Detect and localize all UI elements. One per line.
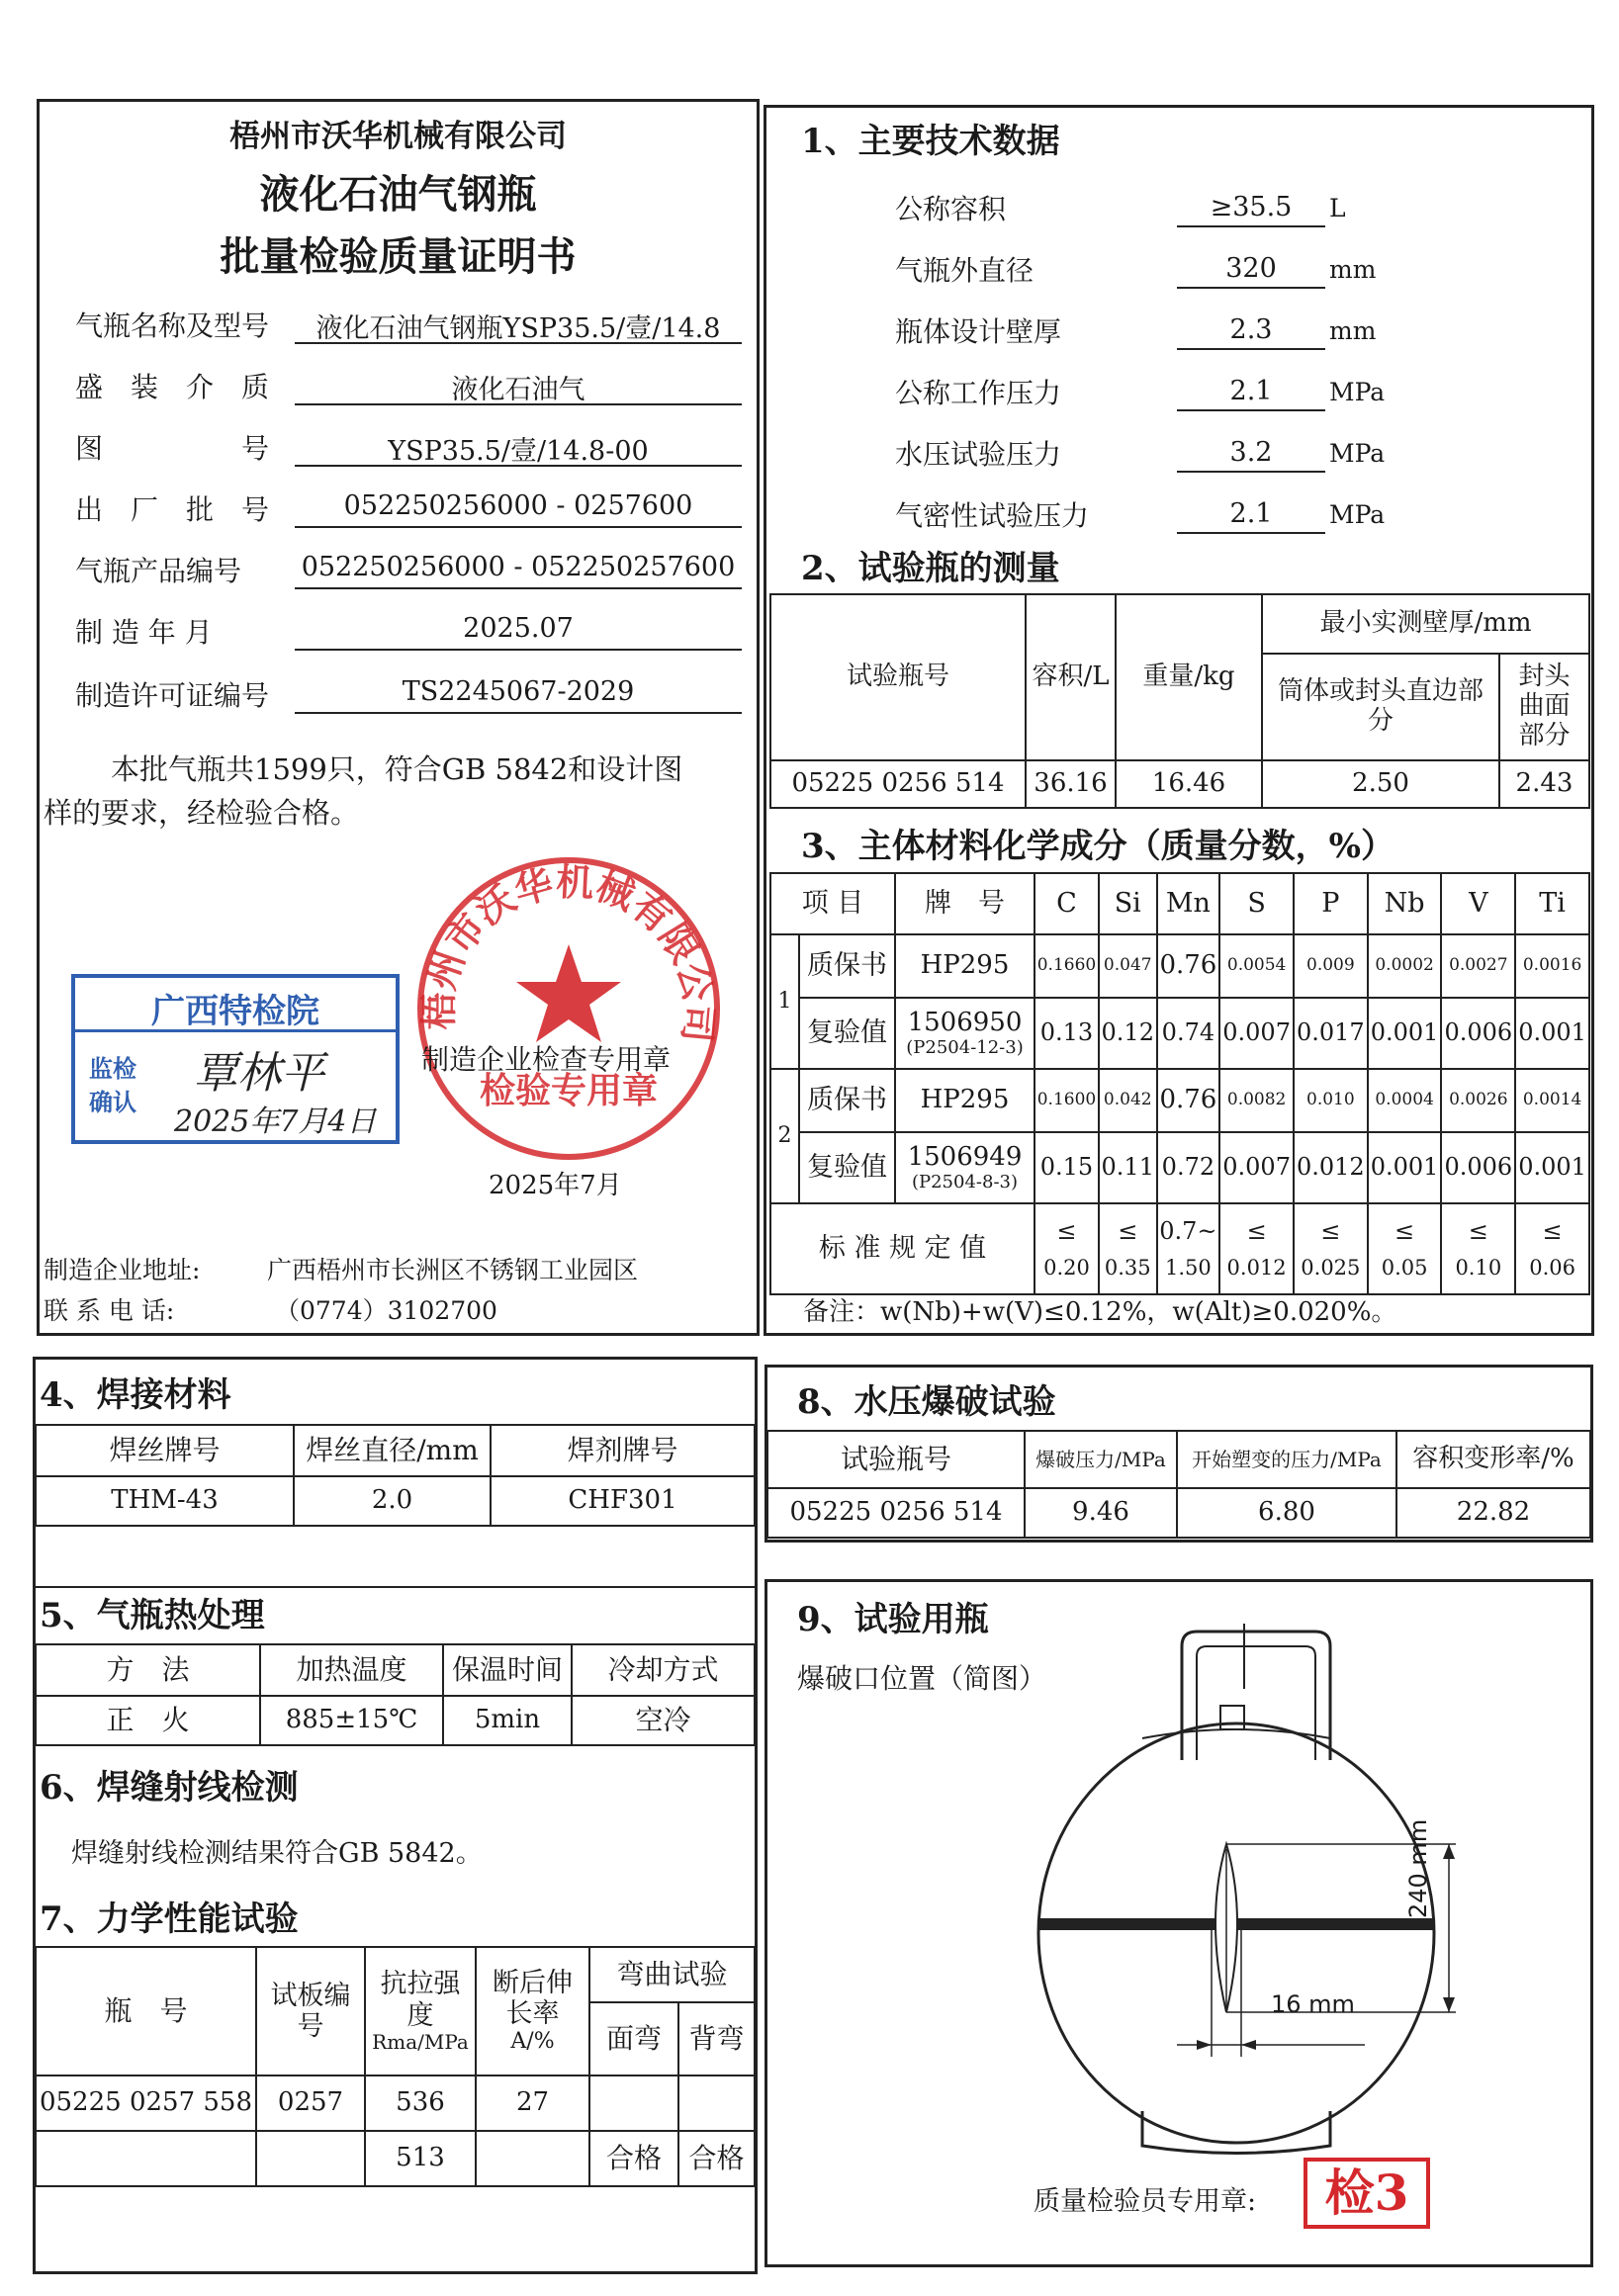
element-value: 0.009 [1294, 934, 1368, 998]
field-label: 出 厂 批 号 [75, 493, 270, 526]
td-elongation: 27 [476, 2075, 589, 2131]
address-value: 广西梧州市长洲区不锈钢工业园区 [267, 1256, 639, 1284]
element-value: 0.006 [1441, 1132, 1515, 1203]
element-value: 0.12 [1099, 998, 1157, 1069]
field-value: 液化石油气钢瓶YSP35.5/壹/14.8 [295, 307, 742, 344]
th-face-bend: 面弯 [589, 2002, 678, 2075]
spec-label: 气密性试验压力 [895, 499, 1090, 532]
spec-value: ≥35.5 [1177, 192, 1325, 227]
th-head-part: 封头曲面部分 [1499, 654, 1589, 760]
stamp-signature: 覃林平 [194, 1048, 324, 1099]
company-red-seal [410, 850, 727, 1167]
td-volume-change: 22.82 [1396, 1488, 1590, 1538]
section-8-heading: 8、水压爆破试验 [797, 1382, 1056, 1422]
element-value: 0.0002 [1368, 934, 1442, 998]
std-bottom: 0.10 [1455, 1255, 1502, 1280]
element-value: 0.012 [1294, 1132, 1368, 1203]
td-tensile-1: 536 [365, 2075, 476, 2131]
std-value [1294, 1203, 1368, 1294]
field-label: 盛 装 介 质 [75, 371, 270, 403]
spec-value: 2.3 [1177, 314, 1325, 350]
row-label: 复验值 [799, 1132, 895, 1203]
th-volume: 容积/L [1026, 594, 1116, 760]
row-brand: HP295 [895, 1069, 1034, 1132]
heat-treatment-table [35, 1643, 756, 1746]
element-value: 0.0004 [1368, 1069, 1442, 1132]
issue-date: 2025年7月 [489, 1171, 622, 1200]
spec-unit: MPa [1329, 500, 1386, 529]
field-label: 图 号 [75, 432, 270, 465]
std-value [1441, 1203, 1515, 1294]
th-cyl-no: 瓶 号 [36, 1947, 256, 2075]
row-brand [895, 1132, 1034, 1203]
td-hold-time: 5min [443, 1696, 572, 1745]
th-min-thickness: 最小实测壁厚/mm [1262, 594, 1589, 654]
element-value: 0.0026 [1441, 1069, 1515, 1132]
spec-label: 公称容积 [895, 193, 1007, 225]
th-test-no: 试验瓶号 [770, 594, 1026, 760]
section-2-heading: 2、试验瓶的测量 [801, 549, 1060, 588]
row-brand: HP295 [895, 934, 1034, 998]
td-test-no: 05225 0256 514 [770, 760, 1026, 808]
spec-label: 公称工作压力 [895, 377, 1062, 409]
th-element: C [1034, 873, 1099, 934]
doc-title-1: 液化石油气钢瓶 [259, 171, 537, 218]
inspector-stamp-label: 质量检验员专用章: [1034, 2186, 1257, 2217]
group-index: 1 [770, 934, 799, 1069]
spec-label: 气瓶外直径 [895, 254, 1034, 287]
std-value [1515, 1203, 1589, 1294]
td-cyl-no: 05225 0257 558 [36, 2075, 256, 2131]
th-element: Mn [1157, 873, 1220, 934]
chem-note: 备注：w(Nb)+w(V)≤0.12%，w(Alt)≥0.020%。 [803, 1297, 1397, 1327]
spec-unit: L [1329, 194, 1346, 222]
burst-test-table [766, 1430, 1591, 1539]
statement-line-2: 样的要求，经检验合格。 [44, 796, 360, 830]
std-bottom: 0.012 [1226, 1255, 1287, 1280]
th-element: V [1441, 873, 1515, 934]
element-value: 0.0027 [1441, 934, 1515, 998]
statement-line-1: 本批气瓶共1599只，符合GB 5842和设计图 [111, 752, 683, 786]
element-value: 0.001 [1368, 998, 1442, 1069]
th-back-bend: 背弯 [678, 2002, 755, 2075]
spec-unit: mm [1329, 255, 1377, 284]
element-value: 0.001 [1368, 1132, 1442, 1203]
td-plate-no: 0257 [256, 2075, 365, 2131]
element-value: 0.001 [1515, 1132, 1589, 1203]
spec-value: 2.1 [1177, 498, 1325, 534]
std-value [1157, 1203, 1220, 1294]
std-value [1034, 1203, 1099, 1294]
th-element: Nb [1368, 873, 1442, 934]
spec-unit: mm [1329, 316, 1377, 345]
brand-sub: (P2504-12-3) [906, 1036, 1024, 1058]
th-element: S [1219, 873, 1294, 934]
element-value: 0.0016 [1515, 934, 1589, 998]
section-7-heading: 7、力学性能试验 [40, 1899, 299, 1939]
th-element: Si [1099, 873, 1157, 934]
std-value [1099, 1203, 1157, 1294]
seal-caption: 制造企业检查专用章 [421, 1043, 672, 1076]
td-temp: 885±15℃ [260, 1696, 443, 1745]
th-method: 方 法 [36, 1644, 260, 1696]
field-value: 052250256000 - 052250257600 [295, 552, 742, 589]
td-tensile-2: 513 [365, 2131, 476, 2186]
td-yield-pressure: 6.80 [1177, 1488, 1396, 1538]
std-label: 标 准 规 定 值 [770, 1203, 1034, 1294]
element-value: 0.001 [1515, 998, 1589, 1069]
doc-title-2: 批量检验质量证明书 [220, 233, 577, 280]
td-body: 2.50 [1262, 760, 1499, 808]
stamp-org: 广西特检院 [151, 992, 319, 1031]
spec-value: 320 [1177, 253, 1325, 289]
element-value: 0.1600 [1034, 1069, 1099, 1132]
td-burst-pressure: 9.46 [1025, 1488, 1177, 1538]
field-value: 液化石油气 [295, 368, 742, 405]
th-plate-no: 试板编号 [256, 1947, 365, 2075]
td-back-result: 合格 [678, 2131, 755, 2186]
spec-value: 3.2 [1177, 437, 1325, 473]
field-value: YSP35.5/壹/14.8-00 [295, 429, 742, 467]
th-body-part: 筒体或封头直边部分 [1262, 654, 1499, 760]
th-brand: 牌 号 [895, 873, 1034, 934]
svg-text:梧州市沃华机械有限公司: 梧州市沃华机械有限公司 [415, 858, 723, 1045]
field-value: TS2245067-2029 [295, 676, 742, 714]
brand-code: 1506949 [907, 1141, 1023, 1172]
element-value: 0.74 [1157, 998, 1220, 1069]
element-value: 0.13 [1034, 998, 1099, 1069]
cylinder-sketch [1029, 1622, 1503, 2175]
element-value: 0.76 [1157, 1069, 1220, 1132]
radiography-result: 焊缝射线检测结果符合GB 5842。 [71, 1838, 483, 1869]
std-value [1368, 1203, 1442, 1294]
spec-label: 水压试验压力 [895, 438, 1062, 471]
element-value: 0.15 [1034, 1132, 1099, 1203]
group-index: 2 [770, 1069, 799, 1203]
company-name: 梧州市沃华机械有限公司 [229, 119, 567, 154]
th-flux: 焊剂牌号 [491, 1425, 755, 1476]
section-1-heading: 1、主要技术数据 [801, 122, 1060, 161]
th-element: P [1294, 873, 1368, 934]
spec-label: 瓶体设计壁厚 [895, 315, 1062, 348]
std-top: ≤ [1542, 1217, 1563, 1246]
spec-unit: MPa [1329, 439, 1386, 468]
td-weight: 16.46 [1116, 760, 1262, 808]
th-hold-time: 保温时间 [443, 1644, 572, 1696]
th-wire-brand: 焊丝牌号 [36, 1425, 294, 1476]
element-value: 0.042 [1099, 1069, 1157, 1132]
td-method: 正 火 [36, 1696, 260, 1745]
chemical-composition-table [769, 872, 1590, 1295]
field-label: 制 造 年 月 [75, 616, 213, 649]
std-top: ≤ [1118, 1217, 1138, 1246]
sketch-subtitle: 爆破口位置（简图） [797, 1662, 1047, 1695]
th-element: Ti [1515, 873, 1589, 934]
dim-16-label: 16 mm [1271, 1990, 1355, 2018]
std-top: 0.7~ [1159, 1217, 1217, 1246]
std-value [1219, 1203, 1294, 1294]
address-label: 制造企业地址: [44, 1256, 201, 1284]
mechanical-test-table [35, 1946, 756, 2187]
field-label: 制造许可证编号 [75, 679, 270, 712]
std-bottom: 0.20 [1043, 1255, 1090, 1280]
element-value: 0.0054 [1219, 934, 1294, 998]
element-value: 0.0014 [1515, 1069, 1589, 1132]
std-top: ≤ [1468, 1217, 1488, 1246]
std-bottom: 0.05 [1381, 1255, 1428, 1280]
th-volume-change: 容积变形率/% [1396, 1431, 1590, 1488]
row-label: 复验值 [799, 998, 895, 1069]
stamp-date: 2025年7月4日 [174, 1104, 377, 1139]
test-cylinder-table [769, 593, 1590, 809]
inspector-stamp: 检3 [1304, 2158, 1430, 2229]
th-item: 项 目 [770, 873, 895, 934]
row-label: 质保书 [799, 934, 895, 998]
th-burst-pressure: 爆破压力/MPa [1025, 1431, 1177, 1488]
td-wire-dia: 2.0 [294, 1476, 491, 1526]
td-flux: CHF301 [491, 1476, 755, 1526]
element-value: 0.11 [1099, 1132, 1157, 1203]
element-value: 0.72 [1157, 1132, 1220, 1203]
brand-code: 1506950 [907, 1007, 1023, 1037]
element-value: 0.007 [1219, 1132, 1294, 1203]
stamp-label-1: 监检 [89, 1054, 136, 1083]
std-bottom: 0.35 [1104, 1255, 1151, 1280]
dim-240-label: 240 mm [1404, 1818, 1432, 1918]
field-value: 2025.07 [295, 613, 742, 651]
td-cooling: 空冷 [572, 1696, 755, 1745]
element-value: 0.047 [1099, 934, 1157, 998]
welding-material-table [35, 1424, 756, 1527]
row-brand [895, 998, 1034, 1069]
spec-value: 2.1 [1177, 376, 1325, 411]
section-9-heading: 9、试验用瓶 [797, 1600, 989, 1639]
std-top: ≤ [1394, 1217, 1415, 1246]
field-label: 气瓶名称及型号 [75, 309, 270, 342]
seal-inner-text: 检验专用章 [479, 1070, 658, 1111]
std-top: ≤ [1246, 1217, 1267, 1246]
th-elongation: 断后伸长率 A/% [476, 1947, 589, 2075]
field-label: 气瓶产品编号 [75, 555, 242, 587]
section-3-heading: 3、主体材料化学成分（质量分数，%） [801, 827, 1394, 866]
stamp-label-2: 确认 [89, 1088, 136, 1116]
row-label: 质保书 [799, 1069, 895, 1132]
section-6-heading: 6、焊缝射线检测 [40, 1768, 299, 1808]
th-bend: 弯曲试验 [589, 1947, 755, 2002]
phone-label: 联 系 电 话: [44, 1296, 175, 1325]
std-top: ≤ [1320, 1217, 1341, 1246]
th-wire-dia: 焊丝直径/mm [294, 1425, 491, 1476]
element-value: 0.0082 [1219, 1069, 1294, 1132]
th-tensile: 抗拉强度 Rma/MPa [365, 1947, 476, 2075]
std-bottom: 0.06 [1529, 1255, 1575, 1280]
std-bottom: 1.50 [1165, 1255, 1212, 1280]
element-value: 0.1660 [1034, 934, 1099, 998]
th-yield-pressure: 开始塑变的压力/MPa [1177, 1431, 1396, 1488]
std-top: ≤ [1056, 1217, 1077, 1246]
field-value: 052250256000 - 0257600 [295, 490, 742, 528]
td-face-result: 合格 [589, 2131, 678, 2186]
th-burst-no: 试验瓶号 [767, 1431, 1025, 1488]
brand-sub: (P2504-8-3) [911, 1171, 1019, 1192]
element-value: 0.010 [1294, 1069, 1368, 1132]
inspection-blue-stamp [71, 974, 400, 1144]
element-value: 0.007 [1219, 998, 1294, 1069]
spec-unit: MPa [1329, 378, 1386, 406]
section-5-heading: 5、气瓶热处理 [40, 1596, 265, 1635]
th-weight: 重量/kg [1116, 594, 1262, 760]
th-cooling: 冷却方式 [572, 1644, 755, 1696]
th-temp: 加热温度 [260, 1644, 443, 1696]
td-burst-no: 05225 0256 514 [767, 1488, 1025, 1538]
td-head: 2.43 [1499, 760, 1589, 808]
element-value: 0.76 [1157, 934, 1220, 998]
element-value: 0.017 [1294, 998, 1368, 1069]
phone-value: （0774）3102700 [275, 1296, 497, 1325]
td-wire-brand: THM-43 [36, 1476, 294, 1526]
element-value: 0.006 [1441, 998, 1515, 1069]
section-4-heading: 4、焊接材料 [40, 1375, 231, 1415]
std-bottom: 0.025 [1301, 1255, 1361, 1280]
td-volume: 36.16 [1026, 760, 1116, 808]
